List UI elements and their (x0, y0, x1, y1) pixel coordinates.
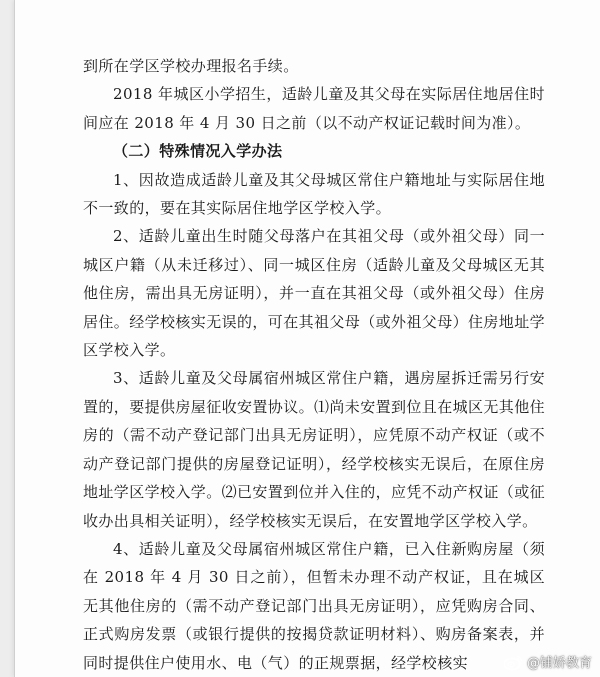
watermark (503, 652, 592, 671)
paragraph-rule-3: 3、适龄儿童及父母属宿州城区常住户籍，遇房屋拆迁需另行安置的，要提供房屋征收安置协议。⑴尚未安置到位且在城区无其他住房的（需不动产登记部门出具无房证明），应凭原不动产权证（或不动产登记部门提供的房屋登记证明），经学校核实无误后，在原住房地址学区学校入学。⑵已安置到位并入住的，应凭不动产权证（或征收办出具相关证明），经学校核实无误后，在安置地学区学校入学。 (83, 369, 546, 530)
section-heading-special-cases: （二）特殊情况入学办法 (113, 142, 283, 161)
paragraph-rule-1: 1、因故造成适龄儿童及其父母城区常住户籍地址与实际居住地不一致的，要在其实际居住地学区学校入学。 (83, 170, 545, 218)
paragraph-rule-2: 2、适龄儿童出生时随父母落户在其祖父母（或外祖父母）同一城区户籍（从未迁移过）、同一城区住房（适龄儿童及父母城区无其他住房，需出具无房证明），并一直在其祖父母（或外祖父母）住房居住。经学校核实无误的，可在其祖父母（或外祖父母）住房地址学区学校入学。 (83, 227, 546, 360)
document-body (83, 52, 545, 677)
document-page (14, 0, 600, 677)
paragraph-rule-4: 4、适龄儿童及父母属宿州城区常住户籍，已入住新购房屋（须在 2018 年 4 月 30 日之前），但暂未办理不动产权证，且在城区无其他住房的（需不动产登记部门出具无房证明），应凭购房合同、正式购房发票（或银行提供的按揭贷款证明材料）、购房备案表，并同时提供住户使用水、电（气）的正规票据，经学校核实 (83, 539, 545, 672)
paragraph-residence-time: 2018 年城区小学招生，适龄儿童及其父母在实际居住地居住时间应在 2018 年 4 月 30 日之前（以不动产权证记载时间为准）。 (83, 85, 545, 132)
watermark-text: @铺娇教育 (526, 656, 592, 671)
weibo-icon (503, 653, 523, 671)
paragraph-registration-end: 到所在学区学校办理报名手续。 (83, 57, 299, 75)
